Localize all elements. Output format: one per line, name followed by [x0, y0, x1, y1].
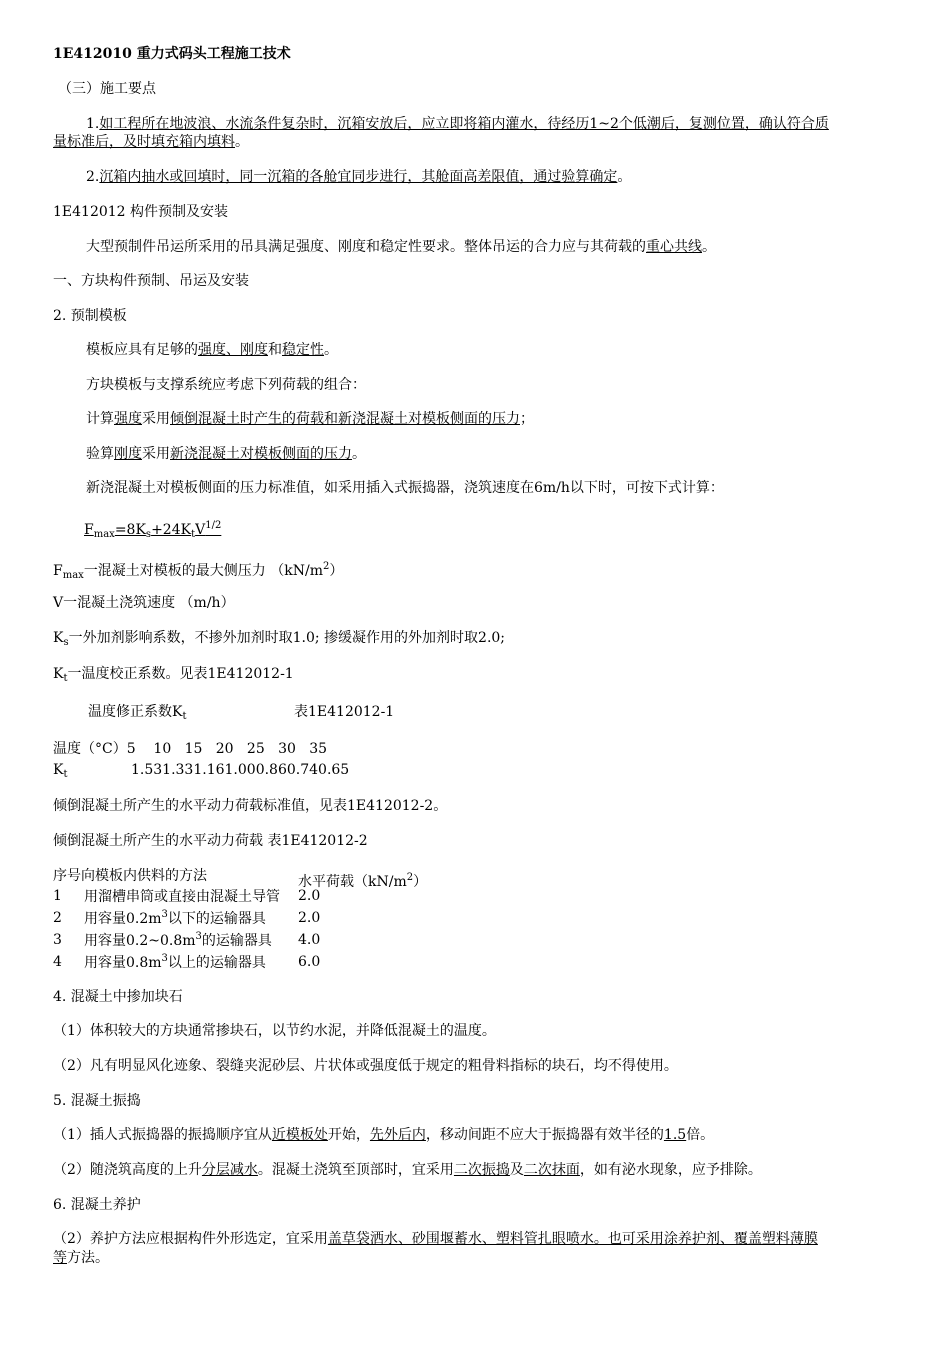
- table-cell: 1.531.331.161.000.860.740.65: [131, 762, 350, 778]
- underlined-text: 刚度: [114, 446, 142, 462]
- paragraph: [86, 167, 631, 187]
- table-cell-method: [84, 951, 298, 973]
- text: 温度修正系数K: [88, 704, 183, 720]
- text: 的运输器具: [201, 933, 272, 949]
- subscript: max: [62, 570, 84, 581]
- table-header-method: 序号向模板内供料的方法: [53, 868, 207, 884]
- subsection-heading: 5. 混凝土振捣: [53, 1093, 141, 1109]
- item-number: 2.: [86, 169, 100, 185]
- underlined-text: 量标准后，及时填充箱内填料: [53, 134, 235, 150]
- subsection-heading: 2. 预制模板: [53, 308, 127, 324]
- table-cell-method: [84, 885, 298, 907]
- table-row: [53, 885, 320, 907]
- table-title: [88, 702, 187, 727]
- superscript: 2: [323, 561, 330, 572]
- table-row: [53, 929, 320, 951]
- underlined-text: 沉箱内抽水或回填时，同一沉箱的各舱宜同步进行，其舱面高差限值，通过验算确定: [99, 169, 618, 185]
- punctuation: 。: [702, 239, 716, 255]
- table-row: 温度（°C）5 10 15 20 25 30 35: [53, 741, 328, 757]
- underlined-text: 倾倒混凝土时产生的荷载和新浇混凝土对模板侧面的压力: [170, 411, 520, 427]
- table-row: [53, 951, 320, 973]
- text: （1）插人式振捣器的振捣顺序宜从: [53, 1127, 272, 1143]
- text: ，如有泌水现象，应予排除。: [579, 1162, 762, 1178]
- table-row: [53, 760, 68, 785]
- table-cell-number: 2: [53, 910, 62, 926]
- text: 方法。: [67, 1250, 109, 1266]
- paragraph: [53, 1160, 762, 1180]
- underlined-text: 盖草袋洒水、砂围堰蓄水、塑料管扎眼喷水。也可采用涂养护剂、覆盖塑料薄膜: [327, 1231, 818, 1247]
- formula-subscript: t: [191, 529, 196, 540]
- punctuation: 。: [235, 134, 249, 150]
- text: （2）养护方法应根据构件外形选定，宜采用: [53, 1231, 328, 1247]
- paragraph: 方块模板与支撑系统应考虑下列荷载的组合：: [86, 377, 366, 393]
- superscript: 3: [161, 909, 168, 920]
- paragraph-continuation: [53, 1248, 109, 1268]
- text: 用容量0.2m: [84, 911, 162, 927]
- text: 一温度校正系数。见表1E412012-1: [67, 666, 294, 682]
- subscript: t: [63, 769, 68, 780]
- paragraph: （2）凡有明显风化迹象、裂缝夹泥砂层、片状体或强度低于规定的粗骨料指标的块石，均不得使用。: [53, 1058, 678, 1074]
- superscript: 3: [161, 953, 168, 964]
- text: 及: [509, 1162, 524, 1178]
- text: 计算: [86, 411, 114, 427]
- text: 模板应具有足够的: [86, 342, 198, 358]
- text: 用溜槽串筒或直接由混凝土导管: [84, 889, 280, 905]
- table-cell-number: 1: [53, 888, 62, 904]
- underlined-text: 稳定性: [282, 342, 324, 358]
- formula-text: =8K: [114, 522, 146, 538]
- text: 用容量0.2~0.8m: [84, 933, 196, 949]
- table-cell-method: [84, 929, 298, 951]
- item-number: 1.: [86, 116, 100, 132]
- paragraph-continuation: [53, 132, 249, 152]
- text: ）: [413, 874, 428, 890]
- formula: [84, 516, 221, 545]
- text: 一混凝土对模板的最大侧压力 （kN/m: [83, 563, 323, 579]
- paragraph: [86, 340, 338, 360]
- formula-superscript: 1/2: [205, 520, 222, 531]
- underlined-text: 1.5: [663, 1127, 687, 1143]
- text: F: [53, 563, 63, 579]
- text: 倍。: [686, 1127, 715, 1143]
- subscript: s: [63, 637, 69, 648]
- superscript: 3: [195, 931, 202, 942]
- table-title: 倾倒混凝土所产生的水平动力荷载 表1E412012-2: [53, 833, 368, 849]
- punctuation: 。: [617, 169, 632, 185]
- text: ，移动间距不应大于振捣器有效半径的: [425, 1127, 664, 1143]
- text: 以下的运输器具: [167, 911, 266, 927]
- text: K: [53, 762, 64, 778]
- paragraph: [53, 1229, 818, 1249]
- table-cell-value: 2.0: [298, 910, 321, 926]
- text: K: [53, 666, 64, 682]
- punctuation: ；: [520, 411, 534, 427]
- paragraph: [53, 1125, 714, 1145]
- underlined-text: 分层减水: [201, 1162, 258, 1178]
- definition: [53, 628, 505, 653]
- formula-symbol: F: [84, 522, 94, 538]
- part-heading: 一、方块构件预制、吊运及安装: [53, 273, 249, 289]
- punctuation: 。: [352, 446, 366, 462]
- text: 以上的运输器具: [167, 955, 266, 971]
- formula-symbol: V: [195, 522, 206, 538]
- table-row: [53, 907, 320, 929]
- text: 用容量0.8m: [84, 955, 162, 971]
- section-heading: （三）施工要点: [58, 81, 156, 97]
- definition: [53, 557, 343, 586]
- table-cell-value: 6.0: [298, 954, 321, 970]
- underlined-text: 重心共线: [646, 239, 702, 255]
- text: 采用: [142, 411, 170, 427]
- text: ）: [329, 563, 344, 579]
- text: （2）随浇筑高度的上升: [53, 1162, 202, 1178]
- definition: [53, 664, 294, 689]
- paragraph: [86, 409, 534, 429]
- paragraph: [86, 444, 366, 464]
- text: 水平荷载（kN/m: [298, 874, 407, 890]
- underlined-text: 近模板处: [271, 1127, 328, 1143]
- paragraph: 新浇混凝土对模板侧面的压力标准值，如采用插入式振捣器，浇筑速度在6m/h以下时，可按下式计算：: [86, 480, 724, 496]
- text: 。混凝土浇筑至顶部时，宜采用: [257, 1162, 454, 1178]
- formula-subscript: max: [93, 529, 115, 540]
- text: 和: [268, 342, 282, 358]
- formula-subscript: s: [145, 529, 152, 540]
- definition: V一混凝土浇筑速度 （m/h）: [53, 595, 235, 611]
- underlined-text: 强度、刚度: [198, 342, 268, 358]
- table-cell-number: 4: [53, 954, 62, 970]
- punctuation: 。: [324, 342, 338, 358]
- paragraph: [86, 114, 829, 134]
- table-cell-method: [84, 907, 298, 929]
- underlined-text: 强度: [114, 411, 142, 427]
- paragraph: （1）体积较大的方块通常掺块石，以节约水泥，并降低混凝土的温度。: [53, 1023, 496, 1039]
- subscript: t: [63, 673, 68, 684]
- underlined-text: 二次抹面: [523, 1162, 580, 1178]
- table-cell-number: 3: [53, 932, 62, 948]
- table-cell-value: 2.0: [298, 888, 321, 904]
- text: 一外加剂影响系数，不掺外加剂时取1.0; 掺缓凝作用的外加剂时取2.0;: [68, 630, 506, 646]
- document-title: 1E412010 重力式码头工程施工技术: [53, 46, 291, 62]
- underlined-text: 二次振捣: [453, 1162, 510, 1178]
- paragraph: 倾倒混凝土所产生的水平动力荷载标准值，见表1E412012-2。: [53, 798, 448, 814]
- underlined-text: 如工程所在地波浪、水流条件复杂时，沉箱安放后，应立即将箱内灌水，待经历1~2个低潮后，复测位置，确认符合质: [99, 116, 829, 132]
- underlined-text: 等: [53, 1250, 67, 1266]
- load-table: [53, 885, 320, 973]
- table-cell-value: 4.0: [298, 932, 321, 948]
- table-number: 表1E412012-1: [294, 704, 395, 720]
- text: 采用: [142, 446, 170, 462]
- subscript: t: [182, 711, 187, 722]
- text: 开始，: [327, 1127, 370, 1143]
- formula-text: +24K: [151, 522, 192, 538]
- text: K: [53, 630, 64, 646]
- underlined-text: 新浇混凝土对模板侧面的压力: [170, 446, 352, 462]
- subsection-heading: 4. 混凝土中掺加块石: [53, 989, 183, 1005]
- section-heading: 1E412012 构件预制及安装: [53, 204, 229, 220]
- underlined-text: 先外后内: [369, 1127, 426, 1143]
- superscript: 2: [406, 872, 414, 883]
- paragraph: [86, 237, 716, 257]
- text: 验算: [86, 446, 114, 462]
- subsection-heading: 6. 混凝土养护: [53, 1197, 141, 1213]
- text: 大型预制件吊运所采用的吊具满足强度、刚度和稳定性要求。整体吊运的合力应与其荷载的: [86, 239, 646, 255]
